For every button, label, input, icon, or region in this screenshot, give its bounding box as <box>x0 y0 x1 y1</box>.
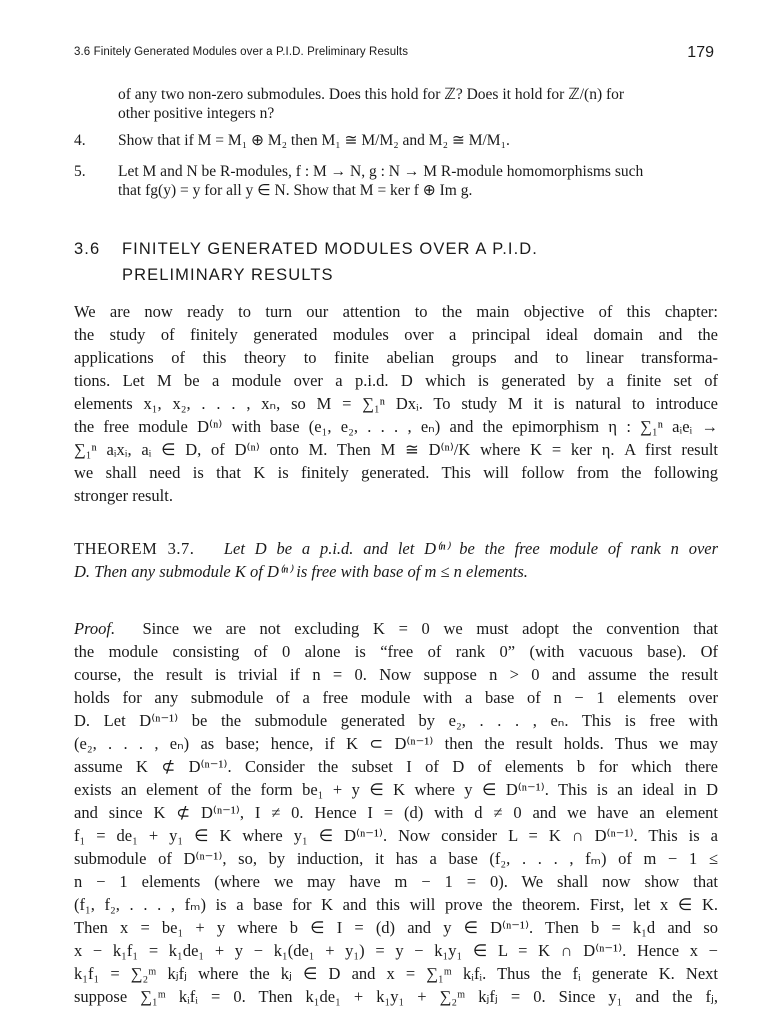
proof-line: the module consisting of 0 alone is “free of rank 0” (with vacuous base). Of <box>74 642 718 661</box>
exercise-continuation <box>74 85 718 123</box>
running-head-title: 3.6 Finitely Generated Modules over a P.I.D. Preliminary Results <box>74 46 409 58</box>
proof-label: Proof. <box>74 619 116 638</box>
paragraph-line: we shall need is that K is finitely generated. This will follow from the following <box>74 463 718 482</box>
proof-line: and since K ⊄ D⁽ⁿ⁻¹⁾, I ≠ 0. Hence I = (d) with d ≠ 0 and we have an element <box>74 803 718 822</box>
proof-line: k₁f₁ = ∑₂ᵐ kⱼfⱼ where the kⱼ ∈ D and x = ∑₁ᵐ kᵢfᵢ. Thus the fᵢ generate K. Next <box>74 964 718 983</box>
exercise-4 <box>74 131 718 150</box>
theorem-text: D. Then any submodule K of D⁽ⁿ⁾ is free with base of m ≤ n elements. <box>74 562 528 581</box>
paragraph-line: ∑₁ⁿ aᵢxᵢ, aᵢ ∈ D, of D⁽ⁿ⁾ onto M. Then M ≅ D⁽ⁿ⁾/K where K = ker η. A first result <box>74 440 718 459</box>
proof-line: D. Let D⁽ⁿ⁻¹⁾ be the submodule generated by e₂, . . . , eₙ. This is free with <box>74 711 718 730</box>
paragraph-line: applications of this theory to finite abelian groups and to linear transforma- <box>74 348 718 367</box>
proof-line: (f₁, f₂, . . . , fₘ) is a base for K and this will prove the theorem. First, let x ∈ K. <box>74 895 718 914</box>
paragraph-line: tions. Let M be a module over a p.i.d. D which is generated by a finite set of <box>74 371 718 390</box>
exercise-number: 4. <box>74 132 86 149</box>
section-title-line: PRELIMINARY RESULTS <box>122 266 334 284</box>
paragraph-line: the study of finitely generated modules over a principal ideal domain and the <box>74 325 718 344</box>
section-heading <box>74 236 538 288</box>
theorem-3-7 <box>74 537 718 583</box>
proof-line: f₁ = de₁ + y₁ ∈ K where y₁ ∈ D⁽ⁿ⁻¹⁾. Now consider L = K ∩ D⁽ⁿ⁻¹⁾. This is a <box>74 826 718 845</box>
proof-line: course, the result is trivial if n = 0. Now suppose n > 0 and assume the result <box>74 665 718 684</box>
paragraph-line: stronger result. <box>74 486 173 505</box>
intro-paragraph <box>74 300 718 507</box>
running-head <box>74 44 714 64</box>
exercise-continuation-line: other positive integers n? <box>118 105 275 122</box>
paragraph-line: the free module D⁽ⁿ⁾ with base (e₁, e₂, . . . , eₙ) and the epimorphism η : ∑₁ⁿ aᵢeᵢ → <box>74 417 718 436</box>
exercise-text: Let M and N be R-modules, f : M → N, g : N → M R-module homomorphisms such <box>118 163 644 180</box>
proof-line: n − 1 elements (where we may have m − 1 = 0). We shall now show that <box>74 872 718 891</box>
section-number: 3.6 <box>74 240 101 258</box>
proof-line: assume K ⊄ D⁽ⁿ⁻¹⁾. Consider the subset I of D of elements b for which there <box>74 757 718 776</box>
exercise-number: 5. <box>74 163 86 180</box>
proof-line: exists an element of the form be₁ + y ∈ K where y ∈ D⁽ⁿ⁻¹⁾. This is an ideal in D <box>74 780 718 799</box>
proof-line: Then x = be₁ + y where b ∈ I = (d) and y ∈ D⁽ⁿ⁻¹⁾. Then b = k₁d and so <box>74 918 718 937</box>
proof-line: suppose ∑₁ᵐ kᵢfᵢ = 0. Then k₁de₁ + k₁y₁ + ∑₂ᵐ kⱼfⱼ = 0. Since y₁ and the fⱼ, <box>74 987 718 1006</box>
page-number: 179 <box>687 44 714 61</box>
exercise-text: that fg(y) = y for all y ∈ N. Show that M = ker f ⊕ Im g. <box>118 182 473 199</box>
proof <box>74 617 718 1008</box>
exercise-continuation-line: of any two non-zero submodules. Does this hold for ℤ? Does it hold for ℤ/(n) for <box>118 86 625 103</box>
paragraph-line: elements x₁, x₂, . . . , xₙ, so M = ∑₁ⁿ Dxᵢ. To study M it is natural to introduce <box>74 394 718 413</box>
theorem-text: Let D be a p.i.d. and let D⁽ⁿ⁾ be the free module of rank n over <box>223 539 719 558</box>
exercise-text: Show that if M = M₁ ⊕ M₂ then M₁ ≅ M/M₂ and M₂ ≅ M/M₁. <box>118 132 510 149</box>
exercise-5 <box>74 162 718 200</box>
proof-line: holds for any submodule of a free module with a base of n − 1 elements over <box>74 688 718 707</box>
proof-line: x − k₁f₁ = k₁de₁ + y − k₁(de₁ + y₁) = y − k₁y₁ ∈ L = K ∩ D⁽ⁿ⁻¹⁾. Hence x − <box>74 941 718 960</box>
section-title-line: FINITELY GENERATED MODULES OVER A P.I.D. <box>122 240 538 258</box>
proof-line: submodule of D⁽ⁿ⁻¹⁾, so, by induction, it has a base (f₂, . . . , fₘ) of m − 1 ≤ <box>74 849 718 868</box>
proof-line: (e₂, . . . , eₙ) as base; hence, if K ⊂ D⁽ⁿ⁻¹⁾ then the result holds. Thus we may <box>74 734 718 753</box>
theorem-label: THEOREM 3.7. <box>74 539 195 558</box>
paragraph-line: We are now ready to turn our attention to the main objective of this chapter: <box>74 302 718 321</box>
proof-line: Since we are not excluding K = 0 we must adopt the convention that <box>142 619 718 638</box>
